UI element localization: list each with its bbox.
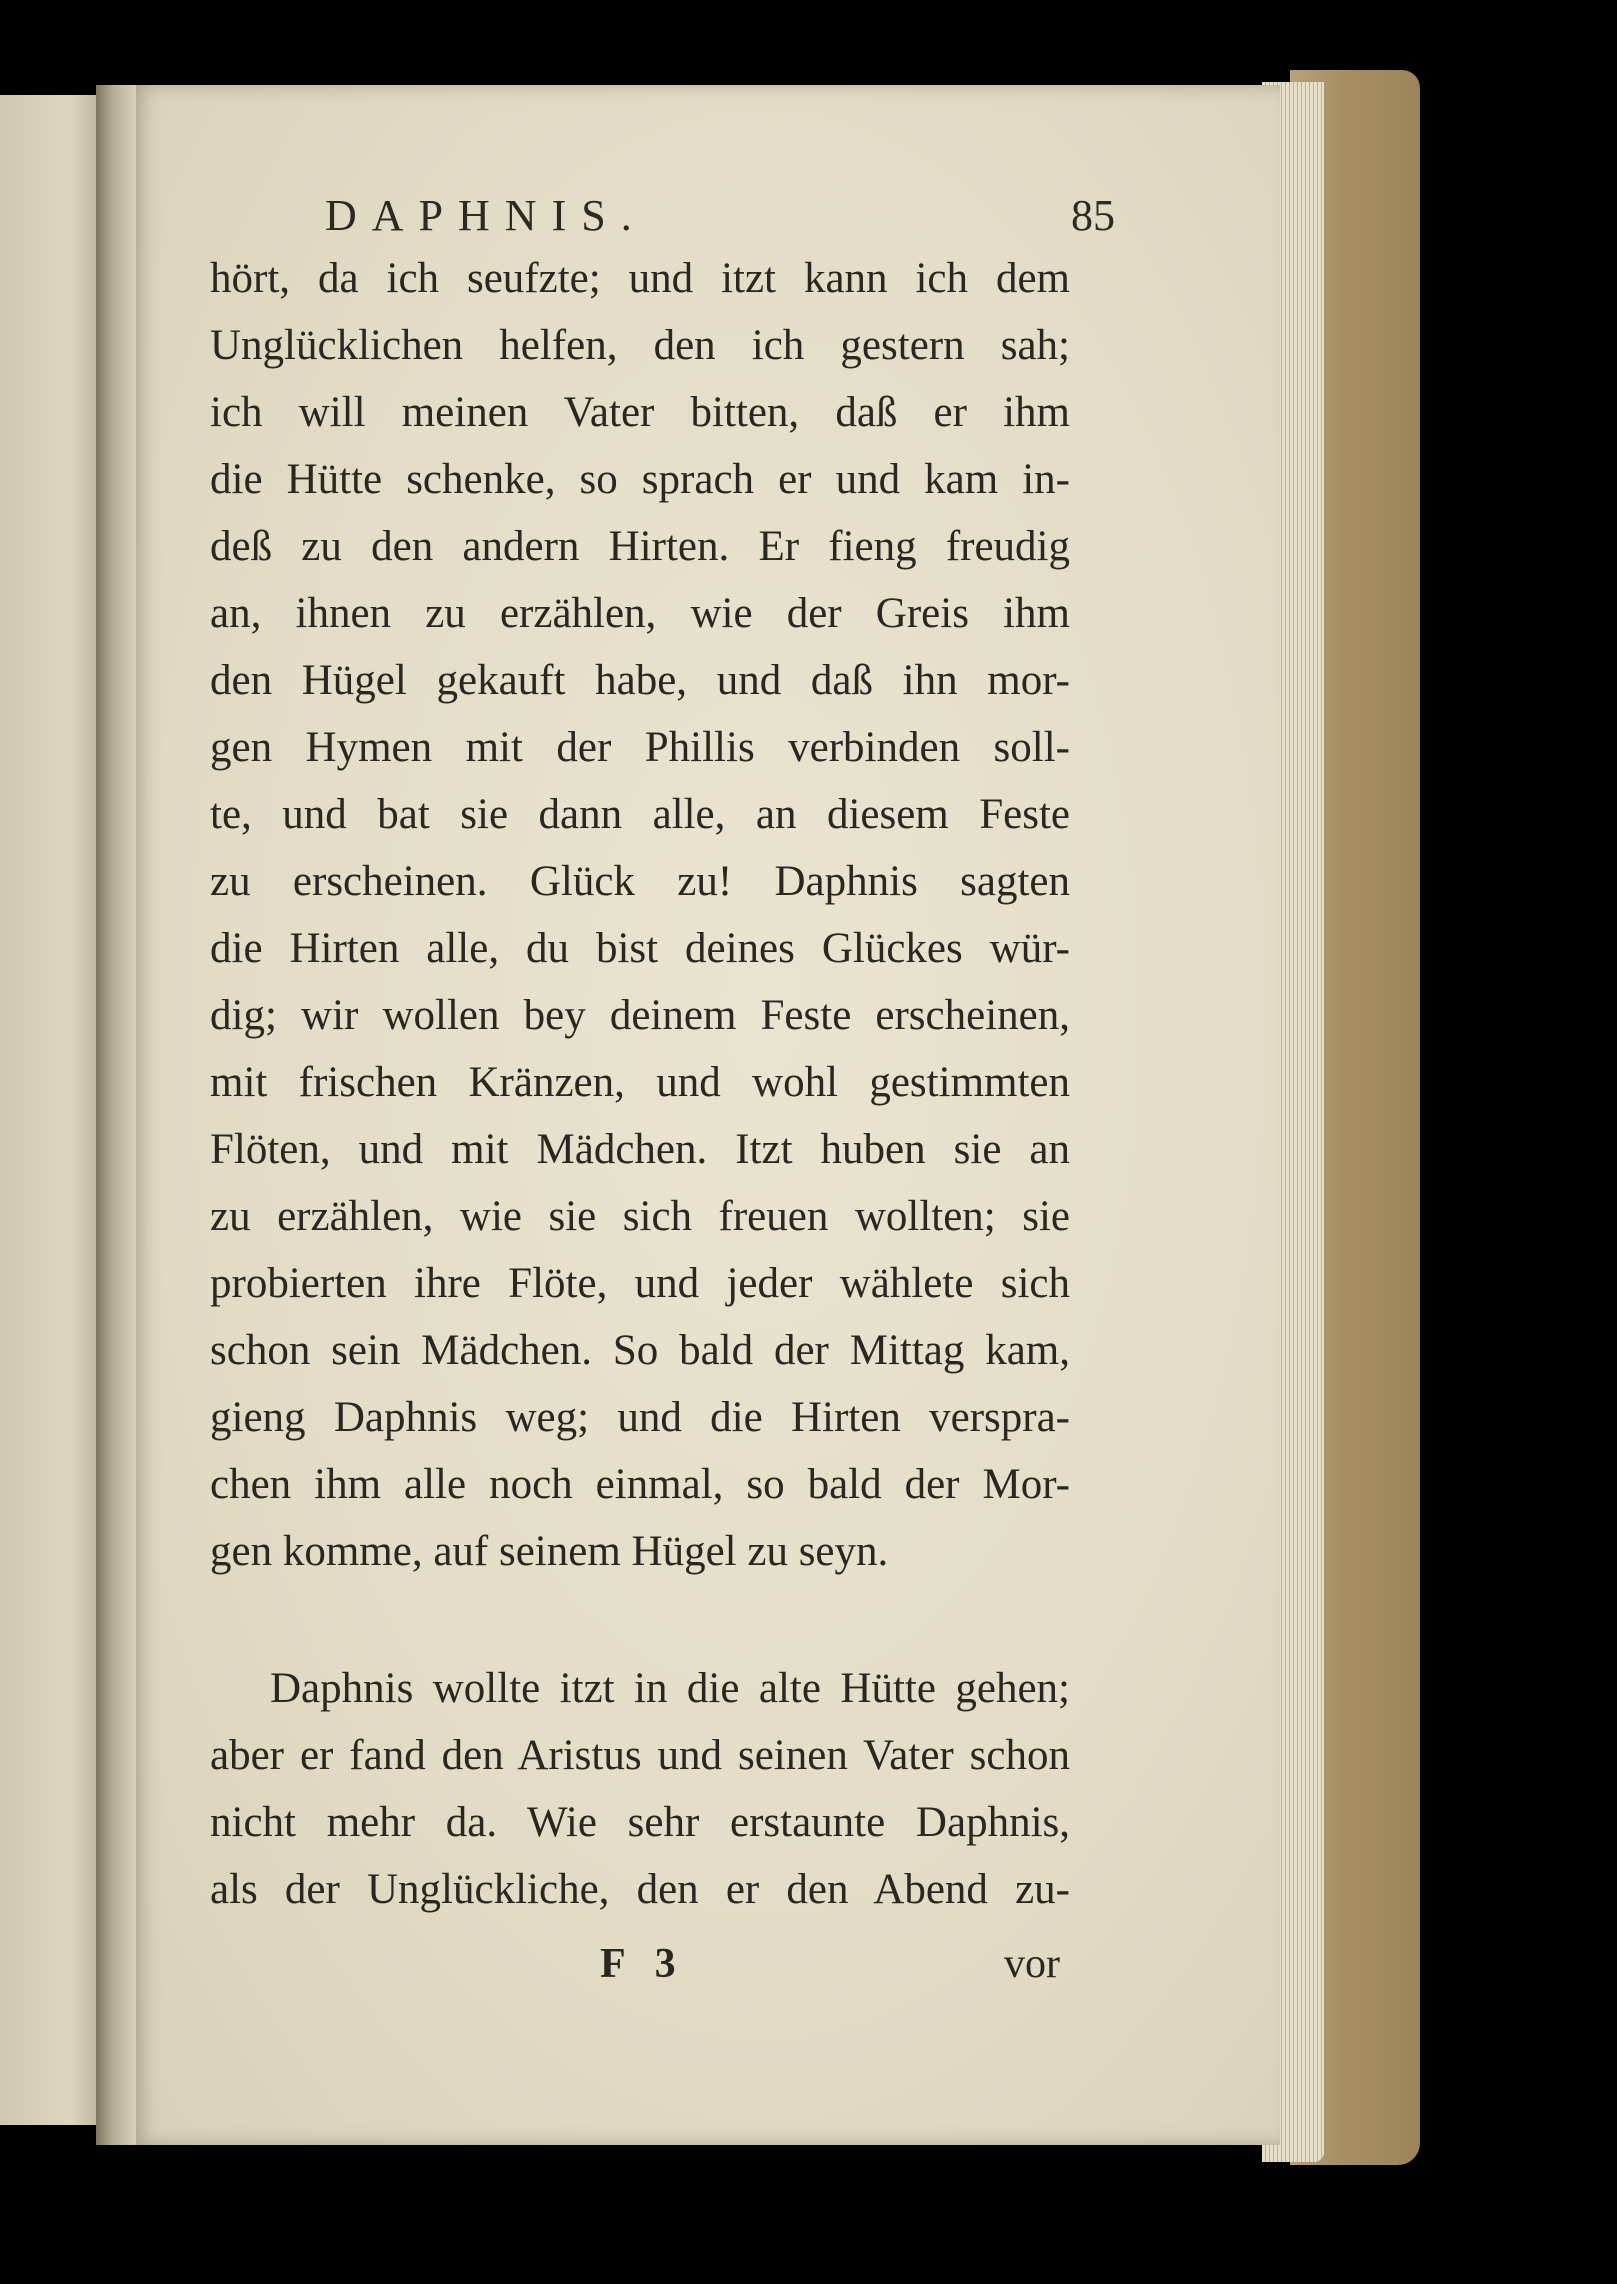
text-line: die Hirten alle, du bist deines Glückes wür- — [210, 925, 1070, 972]
text-line: gen Hymen mit der Phillis verbinden soll- — [210, 724, 1070, 771]
book-gutter — [96, 85, 136, 2145]
text-line: zu erscheinen. Glück zu! Daphnis sagten — [210, 858, 1070, 905]
text-line: gen komme, auf seinem Hügel zu seyn. — [210, 1528, 889, 1575]
running-title: DAPHNIS. — [325, 191, 647, 240]
text-line: ich will meinen Vater bitten, daß er ihm — [210, 389, 1070, 436]
signature-mark: F 3 — [600, 1941, 686, 1987]
text-line: te, und bat sie dann alle, an diesem Feste — [210, 791, 1070, 838]
text-line: die Hütte schenke, so sprach er und kam in- — [210, 456, 1070, 503]
text-line: Unglücklichen helfen, den ich gestern sah; — [210, 322, 1070, 369]
text-line: den Hügel gekauft habe, und daß ihn mor- — [210, 657, 1070, 704]
text-line: mit frischen Kränzen, und wohl gestimmten — [210, 1059, 1070, 1106]
running-head — [325, 180, 1115, 250]
page-number: 85 — [1071, 191, 1115, 240]
text-line: nicht mehr da. Wie sehr erstaunte Daphnis, — [210, 1799, 1070, 1846]
paragraph-gap — [210, 1585, 1070, 1655]
body-text — [210, 245, 1070, 1923]
left-facing-page — [0, 95, 100, 2125]
text-line: hört, da ich seufzte; und itzt kann ich dem — [210, 255, 1070, 302]
text-line: gieng Daphnis weg; und die Hirten verspra- — [210, 1394, 1070, 1441]
text-line: zu erzählen, wie sie sich freuen wollten; sie — [210, 1193, 1070, 1240]
text-line: als der Unglückliche, den er den Abend zu- — [210, 1866, 1070, 1913]
text-line: aber er fand den Aristus und seinen Vater schon — [210, 1732, 1070, 1779]
text-line: probierten ihre Flöte, und jeder wählete sich — [210, 1260, 1070, 1307]
text-line: Daphnis wollte itzt in die alte Hütte gehen; — [270, 1665, 1070, 1712]
text-line: dig; wir wollen bey deinem Feste erscheinen, — [210, 992, 1070, 1039]
text-line: schon sein Mädchen. So bald der Mittag kam, — [210, 1327, 1070, 1374]
page-footer — [210, 1940, 1070, 2000]
text-line: an, ihnen zu erzählen, wie der Greis ihm — [210, 590, 1070, 637]
catchword: vor — [1004, 1941, 1060, 1987]
text-line: Flöten, und mit Mädchen. Itzt huben sie an — [210, 1126, 1070, 1173]
text-line: deß zu den andern Hirten. Er fieng freudig — [210, 523, 1070, 570]
text-line: chen ihm alle noch einmal, so bald der Mor- — [210, 1461, 1070, 1508]
